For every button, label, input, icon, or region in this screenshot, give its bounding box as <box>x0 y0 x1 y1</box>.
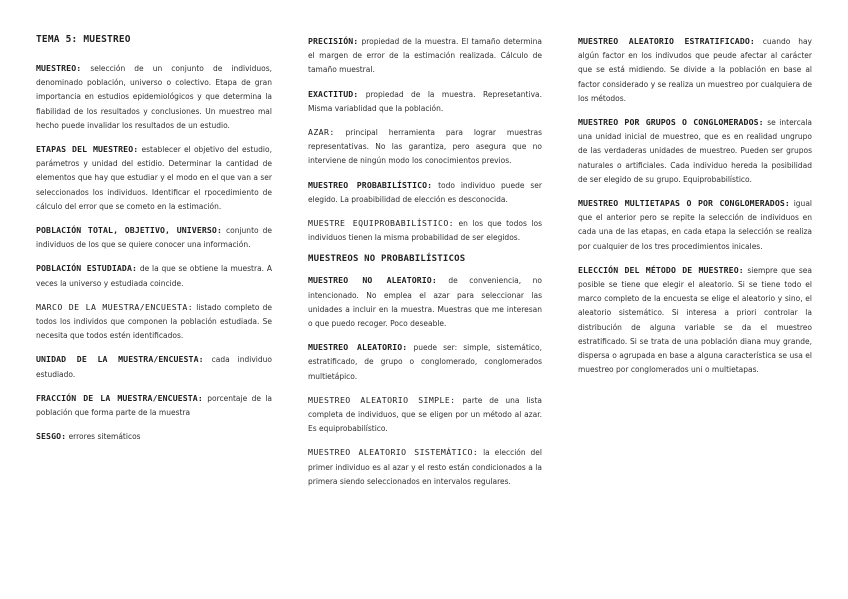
entry-text: errores sitemáticos <box>66 432 141 442</box>
entry-etapas-del-muestreo <box>36 142 272 214</box>
entry-term: MUESTREO MULTIETAPAS O POR CONGLOMERADOS: <box>578 198 790 209</box>
entry-text: todo individuo puede ser elegido. La proabibilidad de elección es desconocida. <box>308 180 542 204</box>
entry-term: MUESTREO ALEATORIO SIMPLE: <box>308 394 456 405</box>
section-title-no-probabilisticos: MUESTREOS NO PROBABILÍSTICOS <box>308 254 466 265</box>
entry-muestreo-probabilistico <box>308 178 542 207</box>
entry-term: MUESTREO POR GRUPOS O CONGLOMERADOS: <box>578 117 764 128</box>
entry-term: SESGO: <box>36 431 67 442</box>
entry-term: MUESTRE EQUIPROBABILÍSTICO: <box>308 218 455 229</box>
page-title: TEMA 5: MUESTREO <box>36 34 131 45</box>
entry-term: POBLACIÓN ESTUDIADA: <box>36 263 138 274</box>
entry-text: en los que todos los individuos tienen la misma probabilidad de ser elegidos. <box>308 219 542 243</box>
entry-azar <box>308 125 542 169</box>
entry-text: cuando hay algún factor en los indivudos que peude afectar al carácter que se está midiendo. Se divide a la población en base al factor considerado y se realiza un muestreo por cualquiera de los métodos. <box>578 37 812 103</box>
entry-unidad-de-la-muestra <box>36 352 272 381</box>
entry-term: PRECISIÓN: <box>308 36 359 46</box>
entry-term: MUESTREO ALEATORIO ESTRATIFICADO: <box>578 36 755 46</box>
entry-text: igual que el anterior pero se repite la selección de individuos en cada una de las etapas, en cada etapa la selección se realiza por cualquier de los tres procedimientos inicales. <box>578 199 812 251</box>
column-1 <box>36 34 272 453</box>
entry-eleccion-del-metodo <box>578 263 812 378</box>
entry-muestreo-multietapas <box>578 196 812 254</box>
entry-precision <box>308 34 542 78</box>
entry-term: MUESTREO ALEATORIO SISTEMÁTICO: <box>308 447 479 458</box>
entry-term: AZAR: <box>308 127 335 138</box>
entry-text: de conveniencia, no intencionado. No emplea el azar para seleccionar las unidades a incluir en la muestra. Muestras que me interesan o que puedo recoger. Poco deseable. <box>308 276 542 329</box>
entry-term: UNIDAD DE LA MUESTRA/ENCUESTA: <box>36 354 204 365</box>
entry-term: MUESTREO: <box>36 63 82 73</box>
entry-text: porcentaje de la población que forma parte de la muestra <box>36 393 273 418</box>
entry-term: FRACCIÓN DE LA MUESTRA/ENCUESTA: <box>36 392 203 403</box>
entry-muestreo-estratificado <box>578 34 812 106</box>
entry-text: de la que se obtiene la muestra. A veces la universo y estudiada coincide. <box>36 264 273 288</box>
entry-term: MUESTREO NO ALEATORIO: <box>308 275 437 286</box>
entry-term: POBLACIÓN TOTAL, OBJETIVO, UNIVERSO: <box>36 225 222 236</box>
entry-muestreo-aleatorio-sistematico <box>308 445 542 489</box>
entry-term: ELECCIÓN DEL MÉTODO DE MUESTREO: <box>578 264 744 275</box>
entry-muestreo-aleatorio <box>308 340 542 384</box>
entry-text: propiedad de la muestra. Represetantiva. Misma variablidad que la población. <box>308 89 542 113</box>
entry-text: conjunto de individuos de los que se quiere conocer una información. <box>36 226 272 250</box>
entry-text: se intercala una unidad inicial de muestreo, que es en realidad ungrupo de las verdaderas unidades de muestreo. Pueden ser grupos naturales o artificiales. Cada individuo hereda la posibilidad de ser elegido de su grupo. Equiprobabilístico. <box>578 118 812 184</box>
entry-text: propiedad de la muestra. El tamaño determina el margen de error de la estimación realizada. Cálculo de tamaño muestral. <box>308 37 542 75</box>
entry-muestre-equiprobabilistico <box>308 216 542 245</box>
entry-text: listado completo de todos los individos que componen la población estudiada. Se necesita que todos estén identificados. <box>36 302 272 341</box>
entry-text: la elección del primer individuo es al azar y el resto están condicionados a la primera siendo seleccionados en intervalos regulares. <box>308 448 542 486</box>
column-3 <box>578 34 812 386</box>
entry-poblacion-total <box>36 223 272 252</box>
entry-muestreo-aleatorio-simple <box>308 393 542 437</box>
entry-exactitud <box>308 87 542 116</box>
entry-text: selección de un conjunto de individuos, denominado población, universo o colectivo. Etapa de gran importancia en estudios epidemiológicos y que determina la fiabilidad de los resultados y conclusiones. Un muestreo mal hecho puede invalidar los resultados de un estudio. <box>36 64 272 130</box>
entry-marco-de-la-muestra <box>36 300 272 344</box>
entry-text: parte de una lista completa de individuos, que se eligen por un método al azar. Es equiprobabilístico. <box>308 395 542 434</box>
entry-text: cada individuo estudiado. <box>36 355 272 379</box>
entry-muestreo <box>36 61 272 133</box>
entry-text: establecer el objetivo del estudio, parámetros y unidad del estidio. Determinar la cantidad de elementos que hay que estudiar y el modo en el que van a ser seleccionados los individuos. Identificar el rpocedimiento de cálculo del error que se cometo en la estimación. <box>36 145 272 211</box>
entry-term: ETAPAS DEL MUESTREO: <box>36 144 139 155</box>
entry-term: MARCO DE LA MUESTRA/ENCUESTA: <box>36 301 194 312</box>
entry-fraccion-de-la-muestra <box>36 391 272 420</box>
entry-poblacion-estudiada <box>36 261 272 290</box>
entry-muestreo-no-aleatorio <box>308 273 542 331</box>
entry-term: MUESTREO ALEATORIO: <box>308 342 408 353</box>
entry-text: principal herramienta para lograr muestras representativas. No las garantiza, pero asegura que no interviene de ningún modo los conocimientos previos. <box>308 128 542 166</box>
entry-text: puede ser: simple, sistemático, estratificado, de grupo o conglomerado, conglomerados multietápico. <box>308 343 543 381</box>
entry-term: MUESTREO PROBABILÍSTICO: <box>308 179 433 190</box>
entry-muestreo-por-grupos <box>578 115 812 187</box>
entry-term: EXACTITUD: <box>308 88 359 99</box>
entry-sesgo <box>36 429 272 444</box>
entry-text: siempre que sea posible se tiene que elegir el aleatorio. Si se tiene todo el marco completo de la encuesta se elige el aleatorio y sino, el aleatorio sistemático. Si interesa a priori controlar la distribución de alguna variable se da el muestreo estratificado. Si se trata de una población diana muy grande, dispersa o agrupada en base a alguna característica se usa el muestreo por conglomerados uni o multietapas. <box>578 265 813 375</box>
column-2 <box>308 34 542 498</box>
